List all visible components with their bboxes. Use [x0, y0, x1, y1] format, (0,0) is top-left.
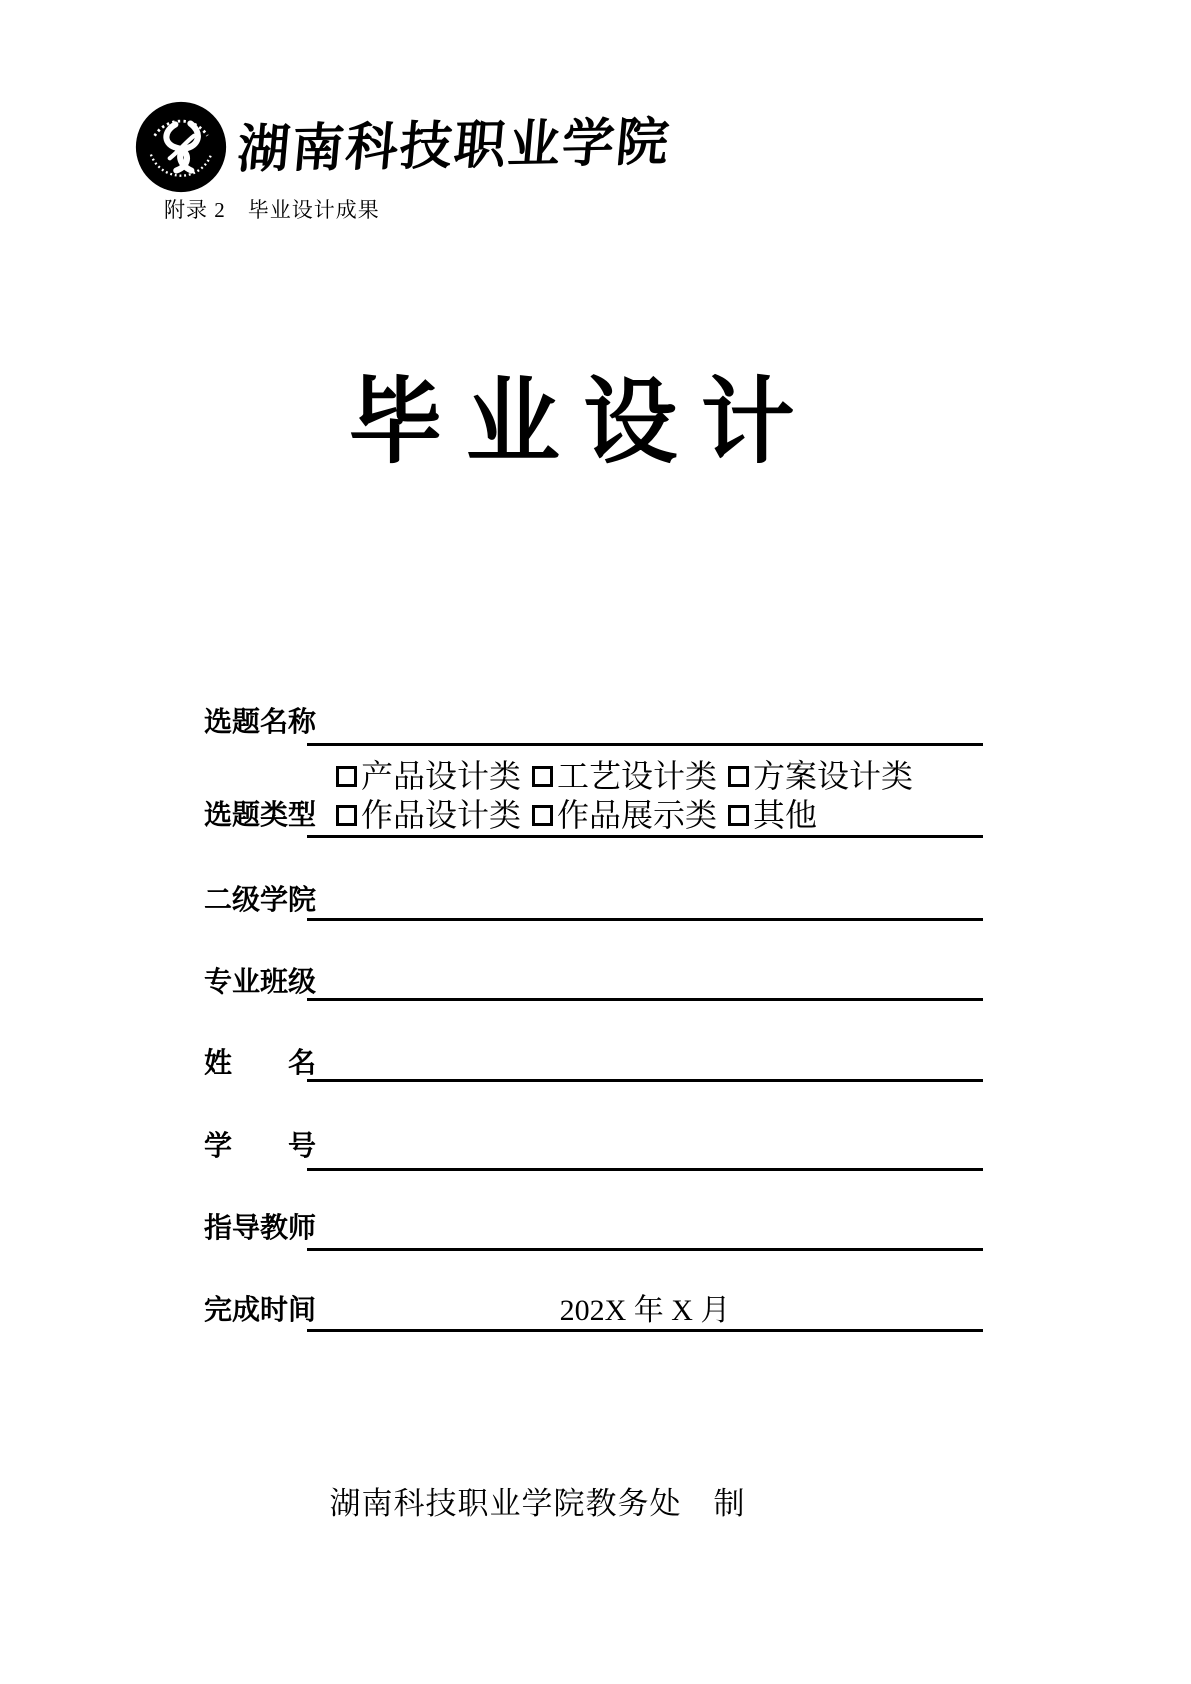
- checkbox-label: 方案设计类: [753, 758, 914, 794]
- field-line-topic-type[interactable]: [307, 835, 983, 838]
- checkbox-icon[interactable]: [336, 805, 357, 826]
- topic-type-options-line2: [336, 796, 817, 834]
- checkbox-item-work-design[interactable]: [336, 797, 532, 833]
- field-line-student-id[interactable]: [307, 1168, 983, 1171]
- seal-icon: [134, 100, 228, 194]
- field-value-completion-date[interactable]: 202X 年 X 月: [559, 1294, 731, 1327]
- field-line-completion-date[interactable]: [307, 1329, 983, 1332]
- field-label-topic-name: 选题名称: [204, 707, 317, 738]
- checkbox-label: 作品展示类: [557, 797, 718, 833]
- topic-type-options-line1: [336, 757, 913, 795]
- appendix-note: 附录 2 毕业设计成果: [164, 198, 380, 222]
- checkbox-icon[interactable]: [728, 805, 749, 826]
- checkbox-item-scheme-design[interactable]: [728, 758, 913, 794]
- field-label-college: 二级学院: [204, 885, 317, 916]
- field-label-completion-date: 完成时间: [204, 1295, 317, 1326]
- field-line-major-class[interactable]: [307, 998, 983, 1001]
- checkbox-item-product-design[interactable]: [336, 758, 532, 794]
- checkbox-icon[interactable]: [336, 766, 357, 787]
- checkbox-label: 其他: [753, 797, 818, 833]
- checkbox-icon[interactable]: [532, 766, 553, 787]
- checkbox-icon[interactable]: [728, 766, 749, 787]
- school-name-calligraphy: 湖南科技职业学院: [235, 114, 673, 180]
- checkbox-label: 产品设计类: [361, 758, 522, 794]
- checkbox-item-other[interactable]: [728, 797, 817, 833]
- field-label-name: 姓 名: [204, 1048, 317, 1079]
- checkbox-item-work-exhibition[interactable]: [532, 797, 728, 833]
- field-line-name[interactable]: [307, 1079, 983, 1082]
- school-seal-logo: [134, 100, 228, 194]
- field-label-student-id: 学 号: [204, 1131, 317, 1162]
- footer-issuer: 湖南科技职业学院教务处 制: [329, 1486, 746, 1521]
- field-label-advisor: 指导教师: [204, 1213, 317, 1244]
- checkbox-label: 作品设计类: [361, 797, 522, 833]
- field-label-topic-type: 选题类型: [204, 800, 317, 831]
- field-line-college[interactable]: [307, 918, 983, 921]
- checkbox-label: 工艺设计类: [557, 758, 718, 794]
- page-title: 毕 业 设 计: [348, 371, 795, 475]
- checkbox-icon[interactable]: [532, 805, 553, 826]
- field-line-advisor[interactable]: [307, 1248, 983, 1251]
- field-line-topic-name[interactable]: [307, 743, 983, 746]
- field-label-major-class: 专业班级: [204, 967, 317, 998]
- checkbox-item-process-design[interactable]: [532, 758, 728, 794]
